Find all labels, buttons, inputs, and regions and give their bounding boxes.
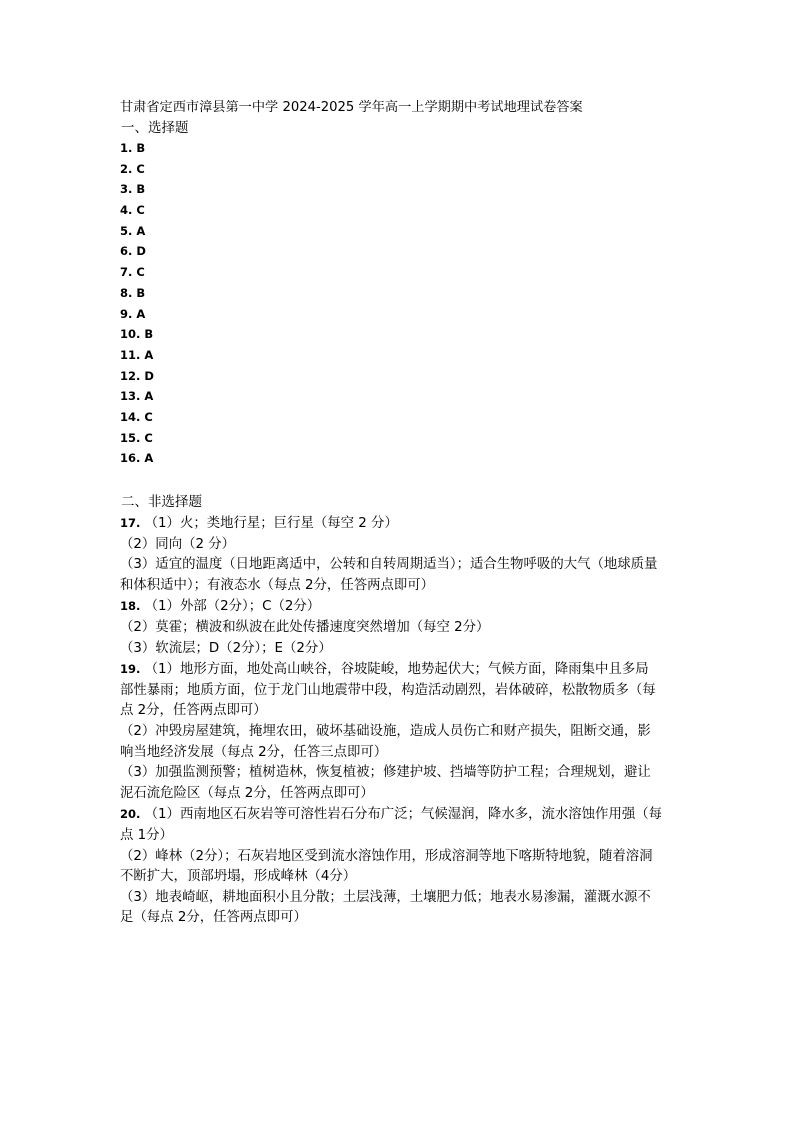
- q18-part-2: （2）莫霍；横波和纵波在此处传播速度突然增加（每空 2分）: [120, 619, 490, 635]
- q18-line-1: [120, 596, 680, 618]
- q19-number: 19.: [120, 662, 141, 677]
- mc-answer-14: 14. C: [120, 409, 153, 424]
- q17-part-3-line-2: 和体积适中）；有液态水（每点 2分，任答两点即可）: [120, 577, 435, 593]
- mc-answer-6: 6. D: [120, 244, 146, 259]
- section-heading-non-choice: 二、非选择题: [121, 494, 202, 510]
- q19-line-1: [120, 659, 680, 681]
- document-title: 甘肃省定西市漳县第一中学 2024-2025 学年高一上学期期中考试地理试卷答案: [120, 100, 583, 115]
- q20-part-2-line-1: （2）峰林（2分）；石灰岩地区受到流水溶蚀作用，形成溶洞等地下喀斯特地貌，随着溶洞: [120, 848, 653, 864]
- non-choice-answers: [120, 513, 680, 929]
- mc-answer-3: 3. B: [120, 182, 146, 197]
- q19-part-1-line-2: 部性暴雨；地质方面，位于龙门山地震带中段，构造活动剧烈，岩体破碎，松散物质多（每: [120, 682, 656, 698]
- mc-answer-16: 16. A: [120, 451, 154, 466]
- mc-answer-2: 2. C: [120, 161, 145, 176]
- mc-answer-10: 10. B: [120, 327, 154, 342]
- q19-part-2-line-2: 响当地经济发展（每点 2分，任答三点即可）: [120, 744, 388, 760]
- q19-part-2-line-1: （2）冲毁房屋建筑，掩埋农田，破坏基础设施，造成人员伤亡和财产损失，阻断交通，影: [120, 723, 651, 739]
- q18-number: 18.: [120, 599, 141, 614]
- q17-part-3-line-1: （3）适宜的温度（日地距离适中，公转和自转周期适当）；适合生物呼吸的大气（地球质量: [120, 557, 658, 573]
- mc-answer-9: 9. A: [120, 306, 146, 321]
- q17-part-1: （1）火；类地行星；巨行星（每空 2 分）: [144, 516, 398, 531]
- q20-part-3-line-2: 足（每点 2分，任答两点即可）: [120, 910, 307, 926]
- q17-line-1: [120, 513, 680, 535]
- q19-part-3-line-2: 泥石流危险区（每点 2分，任答两点即可）: [120, 785, 374, 801]
- q20-part-1-line-1: （1）西南地区石灰岩等可溶性岩石分布广泛；气候湿润，降水多，流水溶蚀作用强（每: [144, 807, 663, 823]
- q18-part-1: （1）外部（2分）；C（2分）: [144, 599, 321, 615]
- mc-answer-11: 11. A: [120, 347, 154, 362]
- q19-part-3-line-1: （3）加强监测预警；植树造林，恢复植被；修建护坡、挡墙等防护工程；合理规划，避让: [120, 765, 651, 781]
- q17-number: 17.: [120, 516, 141, 530]
- mc-answer-12: 12. D: [120, 368, 154, 383]
- mc-answer-1: 1. B: [120, 141, 146, 155]
- q20-number: 20.: [120, 807, 141, 822]
- q19-part-1-line-1: （1）地形方面，地处高山峡谷，谷坡陡峻，地势起伏大；气候方面，降雨集中且多局: [144, 662, 649, 678]
- mc-answer-13: 13. A: [120, 389, 154, 404]
- q19-part-1-line-3: 点 2分，任答两点即可）: [120, 703, 267, 719]
- q20-part-3-line-1: （3）地表崎岖，耕地面积小且分散；土层浅薄，土壤肥力低；地表水易渗漏，灌溉水源不: [120, 889, 651, 905]
- q20-part-2-line-2: 不断扩大，顶部坍塌，形成峰林（4分）: [120, 869, 357, 885]
- multiple-choice-answer-list: [120, 138, 154, 469]
- mc-answer-4: 4. C: [120, 203, 145, 218]
- q17-part-2: （2）同向（2 分）: [120, 536, 236, 552]
- mc-answer-8: 8. B: [120, 285, 146, 300]
- mc-answer-7: 7. C: [120, 265, 145, 280]
- q18-part-3: （3）软流层；D（2分）；E（2分）: [120, 640, 332, 656]
- mc-answer-5: 5. A: [120, 223, 146, 238]
- q20-line-1: [120, 804, 680, 826]
- q20-part-1-line-2: 点 1分）: [120, 827, 173, 843]
- mc-answer-15: 15. C: [120, 430, 153, 445]
- section-heading-multiple-choice: 一、选择题: [121, 120, 189, 136]
